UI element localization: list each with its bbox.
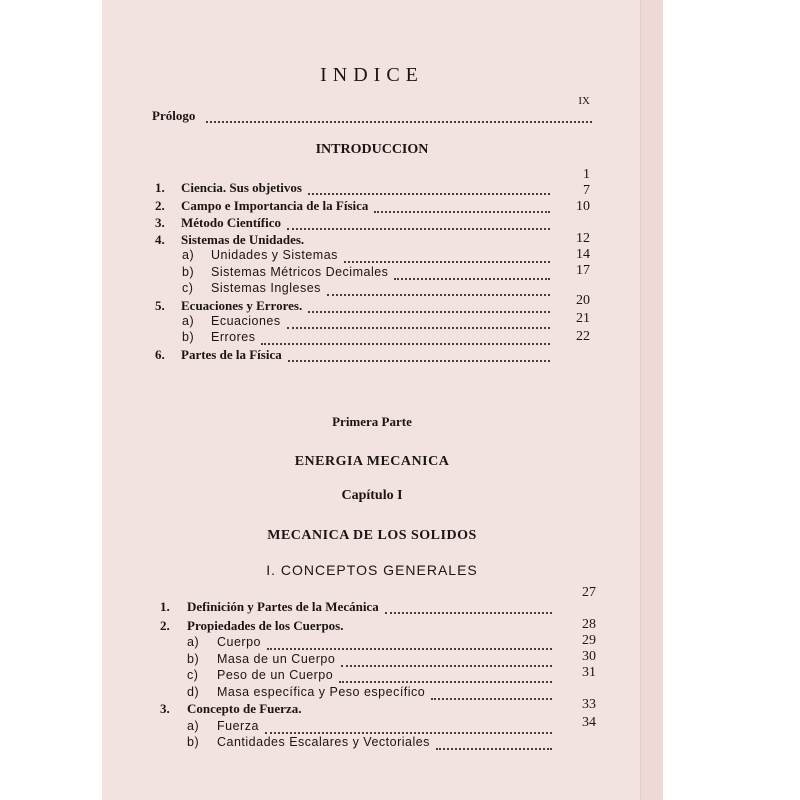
toc-entry [0,719,800,735]
toc-entry-label: Unidades y Sistemas [211,248,338,262]
toc-entry-label: Prólogo [152,108,196,123]
toc-entry-number: c) [187,668,199,682]
section-heading-introduccion: INTRODUCCION [315,142,429,157]
toc-entry-number: 4. [155,232,165,247]
toc-entry-label: Cantidades Escalares y Vectoriales [217,735,430,749]
toc-entry-label: Cuerpo [217,635,261,649]
toc-entry-page: 28 [582,617,596,632]
toc-entry-page: 29 [582,633,596,648]
section-title: I. CONCEPTOS GENERALES [266,562,478,578]
toc-entry [0,215,800,231]
toc-page-prologo [560,95,600,118]
dot-leader [206,105,592,123]
toc-entry-number: 3. [160,701,170,716]
toc-entry-number: 3. [155,215,165,230]
toc-entry-page: 21 [576,311,590,326]
toc-entry [0,685,800,701]
toc-entry-number: 5. [155,298,165,313]
toc-entry-number: a) [187,719,200,733]
dot-leader [344,245,550,263]
toc-entry-number: b) [187,652,200,666]
toc-entry-number: a) [187,635,200,649]
toc-entry-label: Ciencia. Sus objetivos [181,180,302,195]
toc-entry-label: Partes de la Física [181,347,282,362]
toc-entry-number: 1. [155,180,165,195]
toc-entry-page: 10 [576,199,590,214]
toc-entry-label: Definición y Partes de la Mecánica [187,599,379,614]
dot-leader [308,177,550,195]
dot-leader [436,732,552,750]
toc-entry-page: 22 [576,329,590,344]
toc-entry-label: Errores [211,330,256,344]
toc-entry-number: 1. [160,599,170,614]
dot-leader [431,682,552,700]
toc-entry-number: 2. [160,618,170,633]
toc-entry-page: 33 [582,697,596,712]
toc-page-number [566,715,606,738]
toc-entry-page: 14 [576,247,590,262]
toc-entry [0,735,800,751]
dot-leader [287,212,550,230]
chapter-label: Capítulo I [341,488,403,503]
toc-entry [0,180,800,196]
toc-entry-page: 20 [576,293,590,308]
toc-entry-label: Sistemas de Unidades. [181,232,305,247]
toc-entry-page: 31 [582,665,596,680]
toc-entry-prologo [152,108,592,124]
dot-leader [327,278,550,296]
toc-entry-page: IX [578,95,590,107]
index-title: INDICE [320,64,424,86]
toc-entry-page: 1 [583,167,590,182]
toc-page-number [560,199,600,222]
toc-page-number [566,585,606,608]
toc-entry [0,347,800,363]
toc-entry-number: b) [187,735,200,749]
toc-entry-page: 7 [583,183,590,198]
toc-entry-page: 27 [582,585,596,600]
toc-entry [0,701,800,717]
toc-page-number [560,329,600,352]
toc-entry-label: Fuerza [217,719,259,733]
toc-entry-label: Concepto de Fuerza. [187,701,302,716]
toc-entry-label: Sistemas Métricos Decimales [211,265,389,279]
toc-entry-number: 6. [155,347,165,362]
dot-leader [339,665,552,683]
toc-entry-page: 34 [582,715,596,730]
dot-leader [385,596,552,614]
toc-entry-page: 12 [576,231,590,246]
toc-entry-label: Ecuaciones [211,314,281,328]
toc-entry-page: 30 [582,649,596,664]
part-title: ENERGIA MECANICA [294,454,450,469]
toc-page-number [566,665,606,688]
toc-entry-number: a) [182,314,195,328]
toc-entry-label: Masa de un Cuerpo [217,652,336,666]
toc-entry-label: Campo e Importancia de la Física [181,198,369,213]
toc-entry-page: 17 [576,263,590,278]
toc-entry-number: a) [182,248,195,262]
dot-leader [267,632,552,650]
toc-entry-number: d) [187,685,200,699]
toc-entry-label: Ecuaciones y Errores. [181,298,303,313]
toc-entry [0,668,800,684]
dot-leader [288,344,550,362]
part-label: Primera Parte [332,414,412,429]
toc-entry-label: Propiedades de los Cuerpos. [187,618,344,633]
dot-leader [261,327,550,345]
toc-entry-number: 2. [155,198,165,213]
toc-entry-label: Peso de un Cuerpo [217,668,334,682]
toc-entry-label: Método Científico [181,215,282,230]
toc-entry-label: Masa específica y Peso específico [217,685,426,699]
toc-entry-number: b) [182,265,195,279]
toc-entry-number: b) [182,330,195,344]
dot-leader [374,195,550,213]
toc-page-number [560,263,600,286]
toc-entry [0,599,800,615]
toc-entry-number: c) [182,281,194,295]
toc-entry-label: Sistemas Ingleses [211,281,321,295]
chapter-title: MECANICA DE LOS SOLIDOS [267,528,477,543]
